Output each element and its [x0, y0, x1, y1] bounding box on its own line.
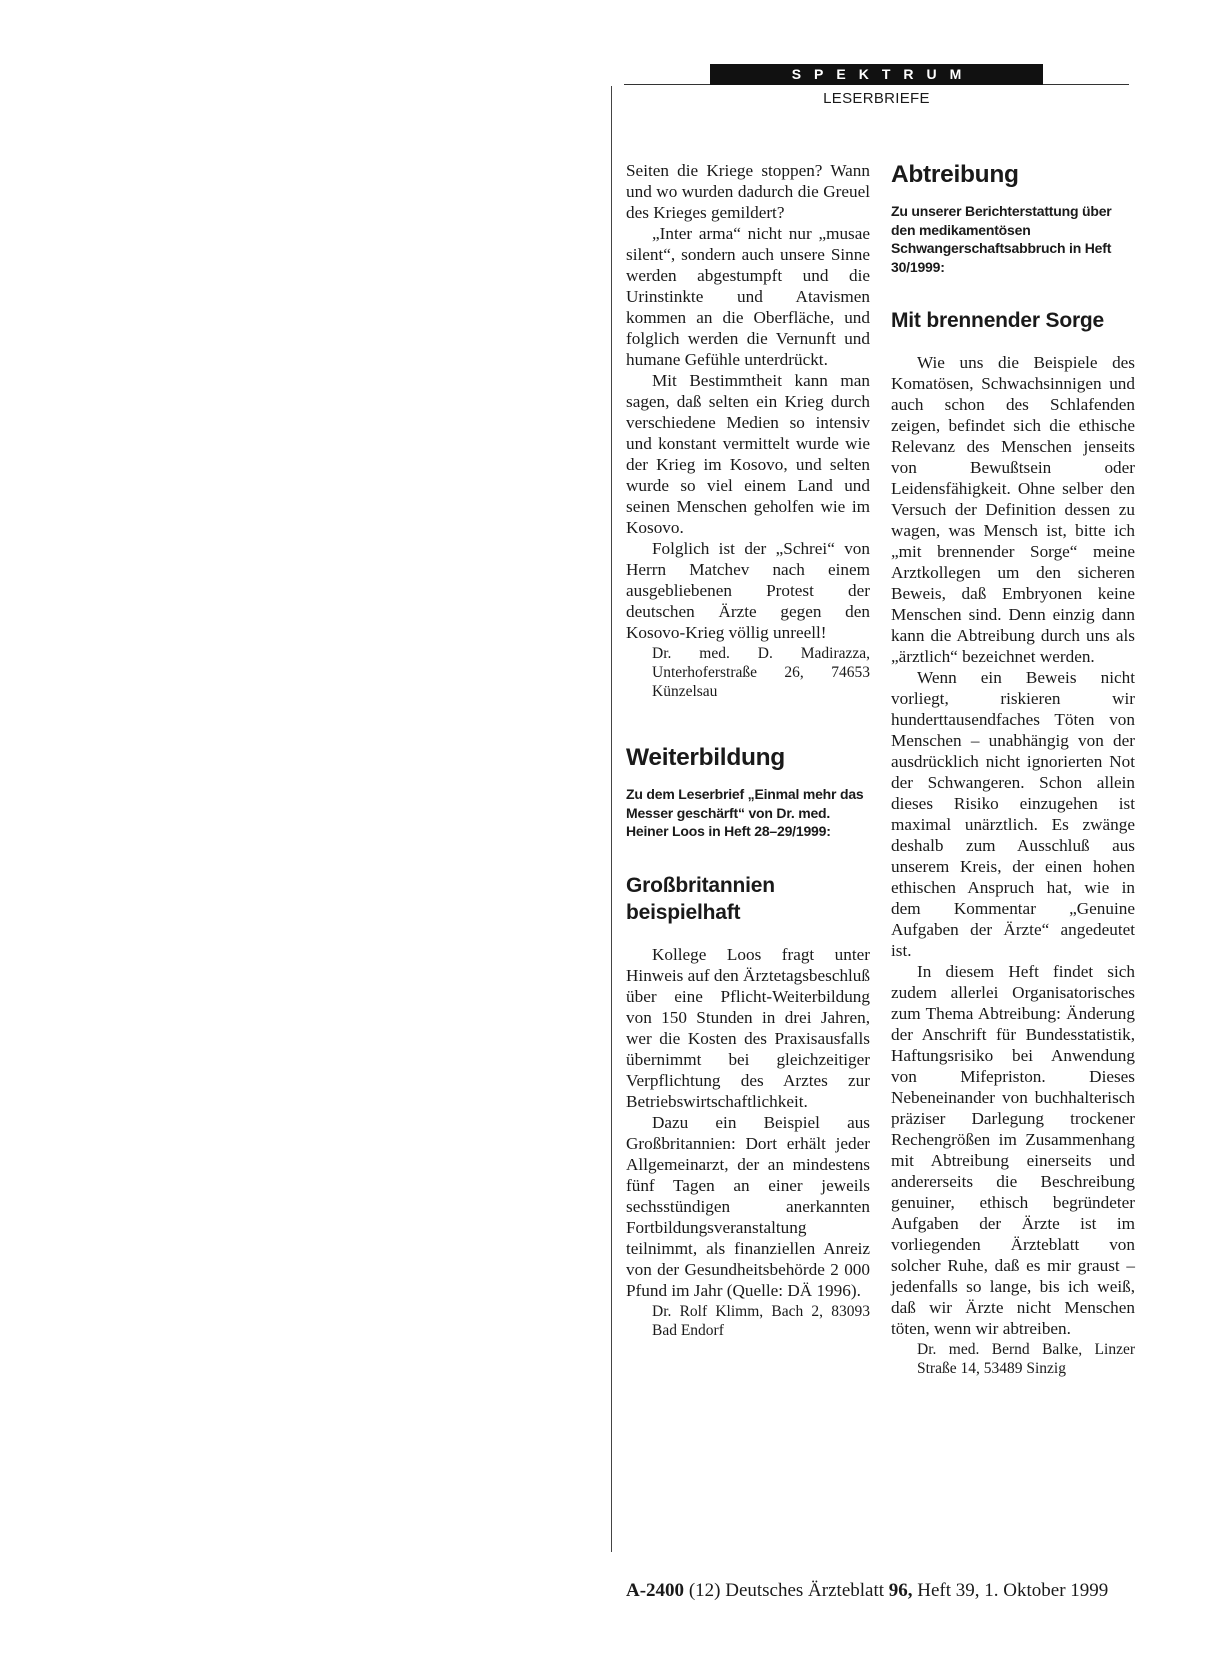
page-footer — [626, 1580, 1108, 1602]
subsection-label: LESERBRIEFE — [823, 90, 930, 107]
letter2-paragraph: Dazu ein Beispiel aus Großbritannien: Dort erhält jeder Allgemeinarzt, der an mindestens fünf Tagen an einer jeweils sechsstündigen anerkannten Fortbildungsveranstaltung teilnimmt, als finanziellen Anreiz von der Gesundheitsbehörde 2 000 Pfund im Jahr (Quelle: DÄ 1996). — [626, 1112, 870, 1300]
letter1-signature: Dr. med. D. Madirazza, Unterhoferstraße 26, 74653 Künzelsau — [652, 645, 870, 700]
letter2-reference: Zu dem Leserbrief „Einmal mehr das Messer geschärft“ von Dr. med. Heiner Loos in Heft 28–29/1999: — [626, 786, 864, 839]
footer-page-number: (12) — [688, 1580, 721, 1601]
right-column — [891, 160, 1135, 1378]
letter2-signature: Dr. Rolf Klimm, Bach 2, 83093 Bad Endorf — [652, 1302, 870, 1339]
section-label: SPEKTRUM — [710, 64, 1043, 85]
footer-page-id: A-2400 — [626, 1580, 685, 1601]
letter2-headline: Großbritannien beispielhaft — [626, 873, 775, 924]
letter3-paragraph: Wie uns die Beispiele des Komatösen, Schwachsinnigen und auch schon des Schlafenden zeigen, befindet sich die ethische Relevanz des Menschen jenseits von Bewußtsein oder Leidensfähigkeit. Ohne selber den Versuch der Definition dessen zu wagen, was Mensch ist, bitte ich „mit brennender Sorge“ meine Arztkollegen um den sicheren Beweis, daß Embryonen keine Menschen sind. Denn einzig dann kann die Abtreibung durch uns als „ärztlich“ bezeichnet werden. — [891, 353, 1135, 666]
letter1-paragraph: Folglich ist der „Schrei“ von Herrn Matchev nach einem ausgebliebenen Protest der deutschen Ärzte gegen den Kosovo-Krieg völlig unreell! — [626, 539, 870, 642]
letter1-paragraph: „Inter arma“ nicht nur „musae silent“, sondern auch unsere Sinne werden abgestumpft und die Urinstinkte und Atavismen kommen an die Oberfläche, und folglich werden die Vernunft und humane Gefühle unterdrückt. — [626, 224, 870, 369]
letter2-paragraph: Kollege Loos fragt unter Hinweis auf den Ärztetagsbeschluß über eine Pflicht-Weiterbildung von 150 Stunden in drei Jahren, wer die Kosten des Praxisausfalls übernimmt bei gleichzeitiger Verpflichtung des Arztes zur Betriebswirtschaftlichkeit. — [626, 944, 870, 1111]
letter3-category: Abtreibung — [891, 161, 1019, 188]
letter3-reference: Zu unserer Berichterstattung über den medikamentösen Schwangerschaftsabbruch in Heft 30/1999: — [891, 203, 1112, 275]
left-column — [626, 160, 870, 1340]
letter3-paragraph: In diesem Heft findet sich zudem allerlei Organisatorisches zum Thema Abtreibung: Änderung der Anschrift für Bundesstatistik, Haftungsrisiko bei Anwendung von Mifepriston. Dieses Nebeneinander von buchhalterisch präziser Darlegung trockener Rechengrößen im Zusammenhang mit Abtreibung einerseits und andererseits die Beschreibung genuiner, ethisch begründeter Aufgaben der Ärzte ist im vorliegenden Ärzteblatt von solcher Ruhe, daß es mir graust – jedenfalls so lange, bis ich weiß, daß wir Ärzte nicht Menschen töten, wenn wir abtreiben. — [891, 962, 1135, 1338]
letter3-paragraph: Wenn ein Beweis nicht vorliegt, riskieren wir hunderttausendfaches Töten von Menschen – unabhängig von der ausdrücklich nicht ignorierten Not der Schwangeren. Schon allein dieses Risiko einzugehen ist maximal unärztlich. Es zwänge deshalb zum Ausschluß aus unserem Kreis, der einen hohen ethischen Anspruch hat, wie in dem Kommentar „Genuine Aufgaben der Ärzte“ angedeutet ist. — [891, 668, 1135, 960]
column-divider — [611, 86, 612, 1552]
footer-journal: Deutsches Ärzteblatt — [725, 1580, 885, 1601]
footer-issue: Heft 39, 1. Oktober 1999 — [917, 1580, 1109, 1601]
letter3-signature: Dr. med. Bernd Balke, Linzer Straße 14, 53489 Sinzig — [917, 1341, 1135, 1377]
footer-volume: 96, — [888, 1580, 913, 1601]
letter1-paragraph: Seiten die Kriege stoppen? Wann und wo wurden dadurch die Greuel des Krieges gemildert? — [626, 161, 870, 222]
letter3-headline: Mit brennender Sorge — [891, 309, 1105, 332]
letter1-paragraph: Mit Bestimmtheit kann man sagen, daß selten ein Krieg durch verschiedene Medien so intensiv und konstant vermittelt wurde wie der Krieg im Kosovo, und selten wurde so viel einem Land und seinen Menschen geholfen wie im Kosovo. — [626, 371, 870, 537]
letter2-category: Weiterbildung — [626, 744, 785, 771]
